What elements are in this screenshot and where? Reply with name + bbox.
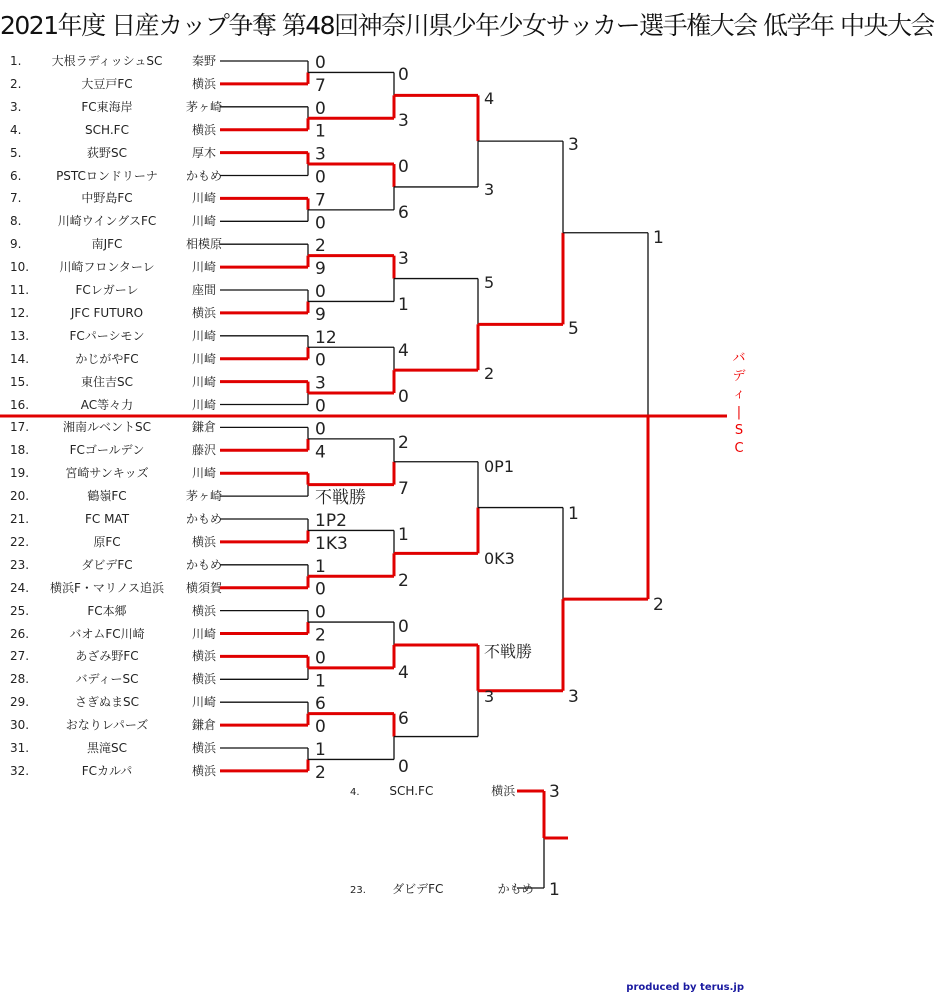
team-name: 横浜F・マリノス追浜 <box>50 580 164 595</box>
team-region: 横浜 <box>191 534 216 549</box>
round2-score: 4 <box>398 341 409 361</box>
round2-score: 3 <box>398 111 409 131</box>
team-score: 0 <box>315 53 326 73</box>
team-region: 川崎 <box>191 374 216 389</box>
team-name: FCレガーレ <box>75 283 139 297</box>
team-number: 9. <box>10 237 22 252</box>
team-number: 11. <box>10 283 30 297</box>
team-region: 厚木 <box>191 145 216 160</box>
team-region: 座間 <box>191 283 216 297</box>
team-score: 12 <box>315 327 337 348</box>
team-number: 28. <box>10 672 30 687</box>
team-region: 茅ヶ崎 <box>185 99 222 114</box>
team-number: 17. <box>10 420 30 435</box>
team-region: 横浜 <box>191 672 216 687</box>
team-region: 横浜 <box>191 741 216 755</box>
team-name: バオムFC川崎 <box>69 626 145 641</box>
team-score: 0 <box>315 282 326 302</box>
team-score: 7 <box>315 190 326 211</box>
team-number: 24. <box>10 580 30 595</box>
team-region: かもめ <box>185 168 222 183</box>
team-number: 22. <box>10 534 30 549</box>
round4-score: 3 <box>568 135 579 155</box>
round3-score: 5 <box>484 273 495 292</box>
team-score: 4 <box>315 442 326 463</box>
team-score: 9 <box>315 304 326 325</box>
team-score: 0 <box>315 579 326 600</box>
round2-score: 0 <box>398 757 409 777</box>
team-number: 16. <box>10 397 30 412</box>
round4-score: 3 <box>568 687 579 707</box>
round2-score: 6 <box>398 709 409 729</box>
team-score: 2 <box>315 236 326 257</box>
team-name: あざみ野FC <box>75 649 139 664</box>
third-place-bottom-name: ダビデFC <box>392 882 444 896</box>
team-score: 0 <box>315 648 326 669</box>
round3-score: 4 <box>484 89 495 108</box>
team-region: 横浜 <box>191 603 216 618</box>
team-region: 鎌倉 <box>191 420 216 435</box>
team-score: 2 <box>315 762 326 783</box>
team-name: FCゴールデン <box>69 443 145 458</box>
round3-score: 不戦勝 <box>484 642 533 661</box>
round2-score: 0 <box>398 387 409 407</box>
team-name: FCパーシモン <box>69 328 145 343</box>
team-score: 1 <box>315 740 326 760</box>
round2-score: 7 <box>398 479 409 499</box>
team-score: 0 <box>315 396 326 417</box>
round2-score: 4 <box>398 663 409 683</box>
team-name: FC東海岸 <box>81 99 133 114</box>
team-name: 東住吉SC <box>81 374 133 389</box>
team-region: 秦野 <box>191 54 216 68</box>
team-score: 0 <box>315 213 326 234</box>
team-number: 29. <box>10 695 30 710</box>
team-score: 6 <box>315 694 326 715</box>
team-number: 30. <box>10 718 30 733</box>
team-region: 川崎 <box>191 626 216 641</box>
round5-score: 1 <box>653 228 664 248</box>
team-region: 川崎 <box>191 351 216 366</box>
third-place-bottom-score: 1 <box>549 880 560 900</box>
team-region: 川崎 <box>191 260 216 275</box>
team-number: 13. <box>10 328 30 343</box>
team-score: 1 <box>315 671 326 692</box>
team-score: 0 <box>315 419 326 440</box>
team-number: 14. <box>10 351 30 366</box>
team-name: 湘南ルベントSC <box>63 420 151 435</box>
team-name: FCカルパ <box>81 763 133 778</box>
team-number: 1. <box>10 54 22 68</box>
round2-score: 3 <box>398 249 409 269</box>
team-number: 25. <box>10 603 30 618</box>
third-place-top-name: SCH.FC <box>389 784 434 798</box>
team-score: 0 <box>315 350 326 371</box>
team-number: 4. <box>10 122 22 137</box>
team-score: 1P2 <box>315 511 347 531</box>
team-name: バディーSC <box>75 672 139 687</box>
team-score: 0 <box>315 602 326 623</box>
team-name: FC MAT <box>84 512 130 526</box>
round3-score: 0P1 <box>484 457 515 476</box>
team-number: 26. <box>10 626 30 641</box>
team-name: 川崎ウイングスFC <box>57 214 157 229</box>
team-region: 鎌倉 <box>191 718 216 733</box>
team-region: 横浜 <box>191 122 216 137</box>
team-score: 9 <box>315 259 326 280</box>
team-score: 1 <box>315 556 326 577</box>
team-score: 0 <box>315 98 326 119</box>
round5-score: 2 <box>653 595 664 615</box>
team-name: FC本郷 <box>87 603 127 618</box>
page-title: 2021年度 日産カップ争奪 第48回神奈川県少年少女サッカー選手権大会 低学年 中央大会 <box>0 11 934 40</box>
team-name: 中野島FC <box>81 191 133 206</box>
team-number: 5. <box>10 145 22 160</box>
team-region: 藤沢 <box>191 443 216 458</box>
third-place-bottom-region: かもめ <box>497 882 534 896</box>
round3-score: 3 <box>484 687 495 706</box>
team-region: 横須賀 <box>185 580 222 595</box>
team-number: 3. <box>10 99 22 114</box>
team-region: 川崎 <box>191 328 216 343</box>
team-number: 21. <box>10 512 30 526</box>
third-place-bottom <box>350 880 534 900</box>
round2-score: 2 <box>398 571 409 591</box>
team-name: さぎぬまSC <box>75 695 139 710</box>
team-number: 18. <box>10 443 30 458</box>
team-name: 南JFC <box>91 237 123 252</box>
team-region: 川崎 <box>191 466 216 481</box>
round3-score: 3 <box>484 180 495 199</box>
team-number: 7. <box>10 191 22 206</box>
team-region: 横浜 <box>191 305 216 320</box>
team-score: 0 <box>315 167 326 188</box>
team-number: 15. <box>10 374 30 389</box>
team-name: JFC FUTURO <box>70 305 144 320</box>
team-score: 1K3 <box>315 533 348 554</box>
team-region: 横浜 <box>191 649 216 664</box>
team-number: 20. <box>10 489 30 504</box>
team-name: 荻野SC <box>87 145 127 160</box>
team-region: 川崎 <box>191 214 216 229</box>
round4-score: 5 <box>568 319 579 339</box>
team-number: 2. <box>10 76 22 91</box>
round2-score: 0 <box>398 157 409 177</box>
team-number: 31. <box>10 741 30 755</box>
team-region: かもめ <box>185 512 222 526</box>
round2-score: 1 <box>398 525 409 545</box>
team-score: 不戦勝 <box>315 488 366 509</box>
team-score: 1 <box>315 121 326 142</box>
team-region: 川崎 <box>191 397 216 412</box>
team-score: 3 <box>315 144 326 165</box>
team-region: 横浜 <box>191 76 216 91</box>
team-region: 横浜 <box>191 763 216 778</box>
team-number: 12. <box>10 305 30 320</box>
team-number: 19. <box>10 466 30 481</box>
champion-label: バ デ ィ | S C <box>732 351 746 456</box>
team-name: AC等々力 <box>80 397 134 412</box>
team-name: おなりレパーズ <box>65 718 149 733</box>
round2-score: 2 <box>398 433 409 453</box>
round2-score: 6 <box>398 203 409 223</box>
team-name: 大豆戸FC <box>81 76 133 91</box>
round4-score: 1 <box>568 504 579 524</box>
team-number: 10. <box>10 260 30 275</box>
round2-score: 0 <box>398 65 409 85</box>
team-score: 0 <box>315 717 326 738</box>
team-name: 宮崎サンキッズ <box>65 466 149 481</box>
round2-score: 1 <box>398 295 409 315</box>
team-number: 23. <box>10 557 30 572</box>
third-place-top-score: 3 <box>549 782 560 802</box>
team-name: ダビデFC <box>81 557 133 572</box>
third-place-top-no: 4. <box>350 787 360 798</box>
team-name: かじがやFC <box>75 351 139 366</box>
team-number: 6. <box>10 168 22 183</box>
third-place-top-region: 横浜 <box>491 784 516 798</box>
team-score: 3 <box>315 373 326 394</box>
team-name: SCH.FC <box>85 122 129 137</box>
team-region: 川崎 <box>191 695 216 710</box>
team-number: 27. <box>10 649 30 664</box>
round3-score: 2 <box>484 364 495 383</box>
round2-score: 0 <box>398 617 409 637</box>
team-region: かもめ <box>185 557 222 572</box>
team-name: 黒滝SC <box>87 741 127 755</box>
third-place-bottom-no: 23. <box>350 885 366 896</box>
team-score: 7 <box>315 75 326 96</box>
team-name: 原FC <box>93 534 121 549</box>
team-name: 川崎フロンターレ <box>59 260 155 275</box>
team-name: PSTCロンドリーナ <box>56 168 158 183</box>
team-number: 32. <box>10 763 30 778</box>
third-place-top <box>350 782 515 802</box>
credit-text: produced by terus.jp <box>626 982 744 993</box>
team-name: 鶴嶺FC <box>87 489 127 504</box>
team-name: 大根ラディッシュSC <box>51 54 163 68</box>
team-region: 茅ヶ崎 <box>185 489 222 504</box>
team-region: 川崎 <box>191 191 216 206</box>
round3-score: 0K3 <box>484 549 515 568</box>
team-region: 相模原 <box>185 237 222 252</box>
team-number: 8. <box>10 214 22 229</box>
team-score: 2 <box>315 625 326 646</box>
